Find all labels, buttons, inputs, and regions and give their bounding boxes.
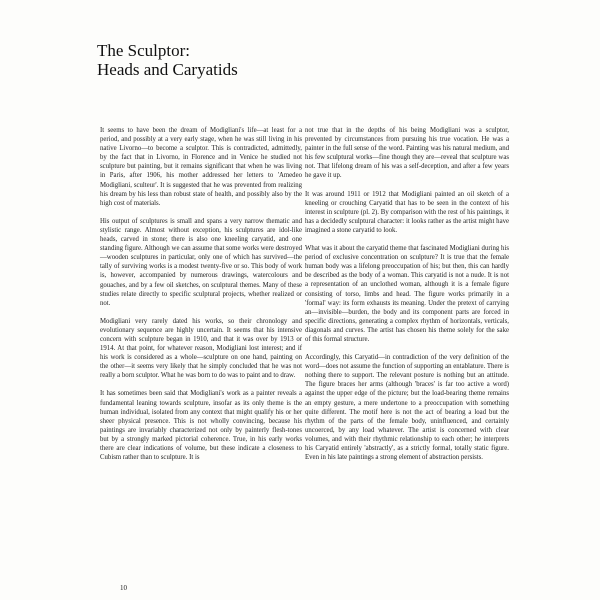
right-text-column bbox=[305, 126, 509, 471]
paragraph: It was around 1911 or 1912 that Modigliani painted an oil sketch of a kneeling or crouching Caryatid that has to be seen in the context of his interest in sculpture (pl. 2). By comparison with the rest of his paintings, it has a decidedly sculptural character: it looks rather as the artist might have imagined a stone caryatid to look. bbox=[305, 190, 509, 234]
chapter-title bbox=[97, 41, 238, 79]
paragraph: It seems to have been the dream of Modigliani's life—at least for a period, and possibly at a very early stage, when he was still living in his native Livorno—to become a sculptor. This is contradicted, admittedly, by the fact that in Livorno, in Florence and in Venice he studied not sculpture but painting, but it remains significant that when he was living in Paris, after 1906, his mother addressed her letters to 'Amedeo Modigliani, sculteur'. It is suggested that he was prevented from realizing his dream by his less than robust state of health, and possibly also by the high cost of materials. bbox=[100, 127, 302, 207]
chapter-title-line-1: The Sculptor: bbox=[97, 41, 191, 60]
paragraph: What was it about the caryatid theme that fascinated Modigliani during his period of exclusive concentration on sculpture? It is true that the female human body was a lifelong preoccupation of his; but then, this can hardly be described as the body of a woman. This caryatid is not a nude. It is not a representation of an unclothed woman, although it is a female figure consisting of torso, limbs and head. The figure works primarily in a 'formal' way: its form exhausts its meaning. Under the pretext of carrying an—invisible—burden, the body and its component parts are forced in specific directions, generating a complex rhythm of horizontals, verticals, diagonals and curves. The artist has chosen his theme solely for the sake of this formal structure. bbox=[305, 245, 509, 343]
paragraph: It has sometimes been said that Modigliani's work as a painter reveals a fundamental leaning towards sculpture, insofar as its only theme is the human individual, isolated from any context that might qualify his or her sheer physical presence. This is not wholly convincing, because his paintings are invariably characterized not only by painterly flesh-tones but by a strongly marked pictorial coherence. True, in his early works there are clear indications of volume, but these indicate a closeness to Cubism rather than to sculpture. It is bbox=[100, 390, 302, 462]
chapter-title-line-2: Heads and Caryatids bbox=[97, 60, 238, 79]
left-text-column bbox=[100, 126, 302, 471]
page-number: 10 bbox=[120, 584, 127, 592]
paragraph: Modigliani very rarely dated his works, so their chronology and evolutionary sequence are highly uncertain. It seems that his intensive concern with sculpture began in 1910, and that it was over by 1913 or 1914. At that point, for whatever reason, Modigliani lost interest; and if his work is considered as a whole—sculpture on one hand, painting on the other—it seems very likely that he simply concluded that he was not really a born sculptor. What he was born to do was to paint and to draw. bbox=[100, 317, 302, 380]
paragraph: Accordingly, this Caryatid—in contradiction of the very definition of the word—does not assume the function of supporting an entablature. There is nothing there to support. The relevant posture is nothing but an attitude. The figure braces her arms (although 'braces' is far too active a word) against the upper edge of the picture; but the load-bearing theme remains an empty gesture, a mere undertone to a preoccupation with something quite different. The motif here is not the act of bearing a load but the rhythm of the parts of the female body, uninfluenced, and certainly uncoerced, by any load whatever. The artist is concerned with clear volumes, and with their rhythmic relationship to each other; he interprets his Caryatid entirely 'abstractly', as a strictly formal, totally static figure. Even in his late paintings a strong element of abstraction persists. bbox=[305, 354, 509, 462]
paragraph: not true that in the depths of his being Modigliani was a sculptor, prevented by circumstances from pursuing his true vocation. He was a painter in the full sense of the word. Painting was his natural medium, and his few sculptural works—fine though they are—reveal that sculpture was not. That lifelong dream of his was a self-deception, and after a few years he gave it up. bbox=[305, 127, 509, 180]
paragraph: His output of sculptures is small and spans a very narrow thematic and stylistic range. Almost without exception, his sculptures are idol-like heads, carved in stone; there is also one kneeling caryatid, and one standing figure. Although we can assume that some works were destroyed—wooden sculptures in particular, only one of which has survived—the tally of surviving works is a modest twenty-five or so. This body of work is, however, accompanied by numerous drawings, watercolours and gouaches, and by a few oil sketches, on sculptural themes. Many of these studies relate directly to specific sculptural projects, whether realized or not. bbox=[100, 217, 302, 307]
